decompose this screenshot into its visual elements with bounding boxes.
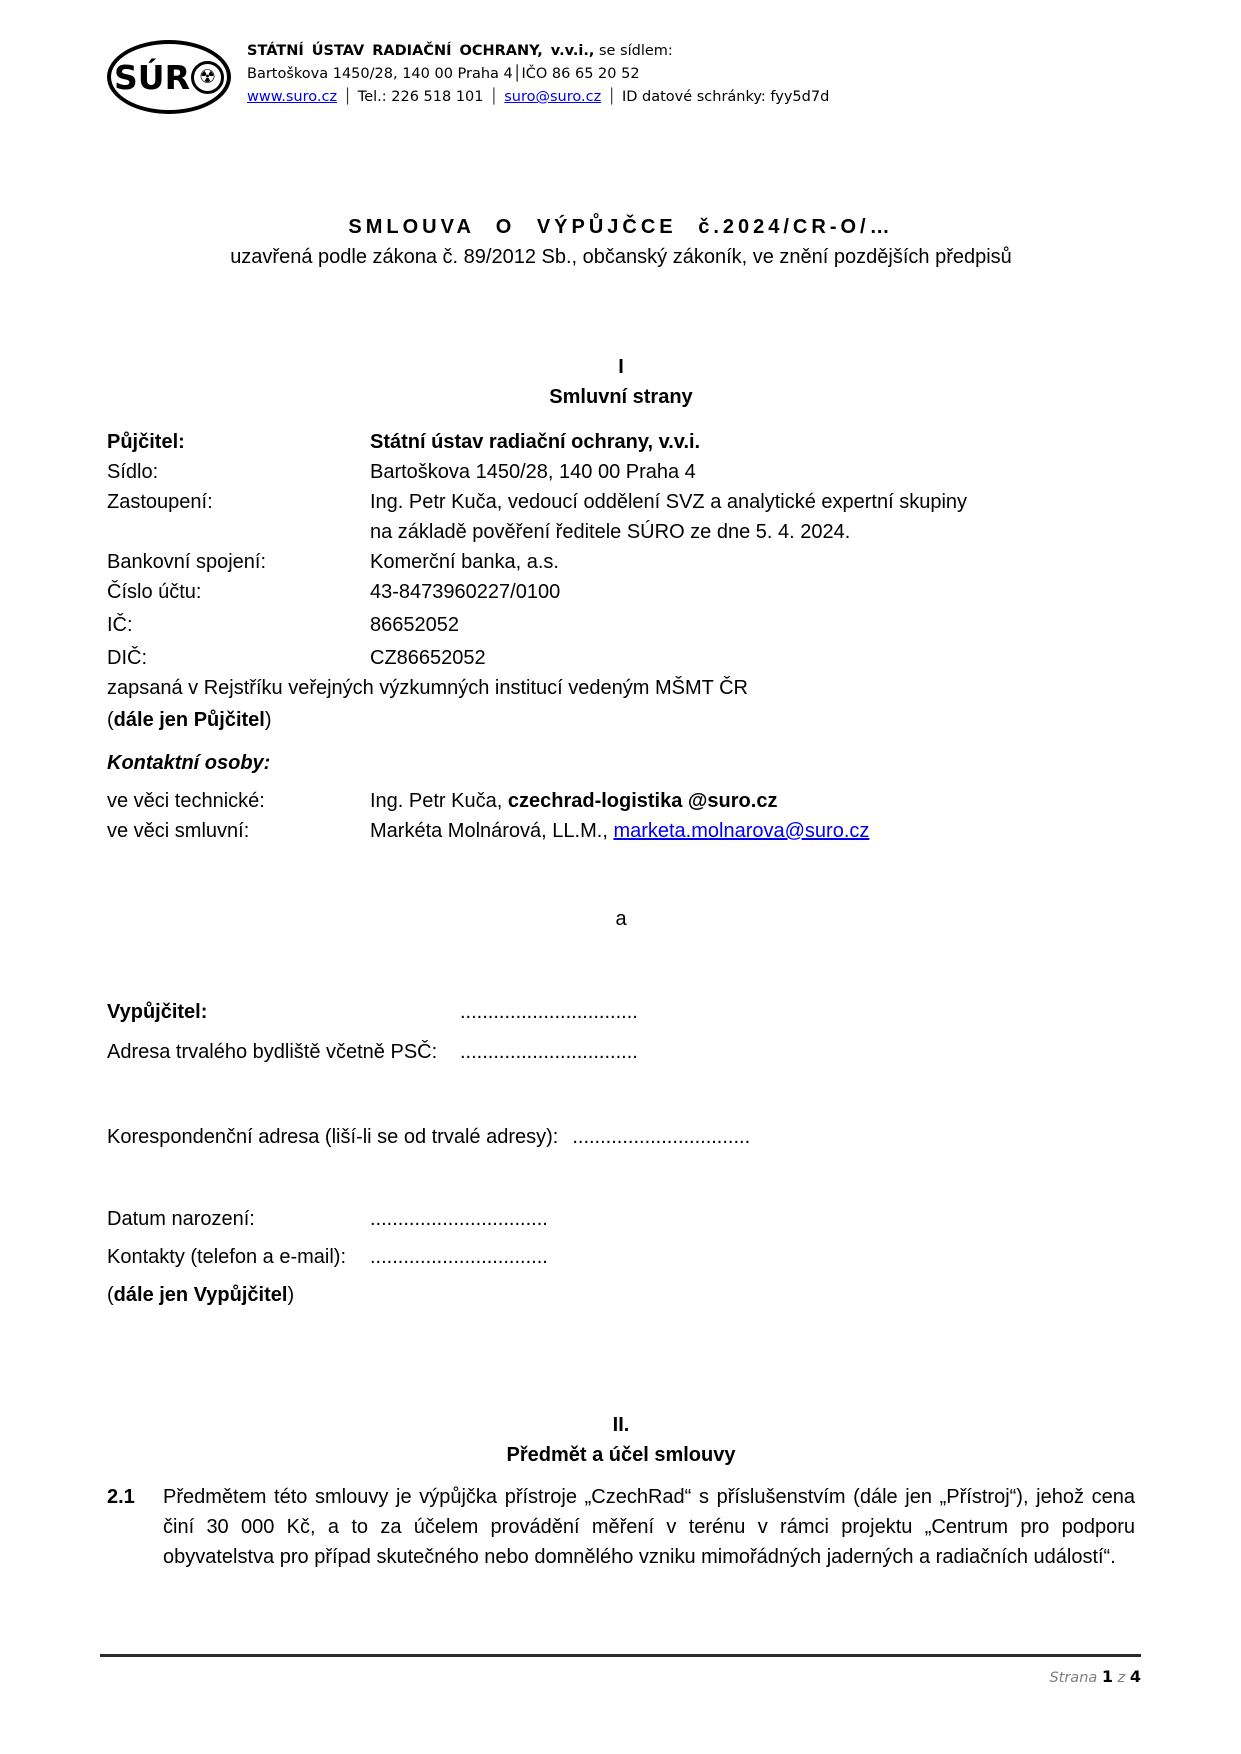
email-link[interactable]: suro@suro.cz: [504, 89, 602, 105]
field-value: 43-8473960227/0100: [370, 581, 561, 603]
contact-value: [370, 786, 1135, 816]
section2-heading: Předmět a účel smlouvy: [506, 1444, 736, 1466]
footer-of: z: [1117, 1670, 1126, 1686]
registry-note: zapsaná v Rejstříku veřejných výzkumných institucí vedeným MŠMT ČR: [107, 677, 748, 699]
field-row-lender: [107, 427, 1135, 457]
fill-in-dots: ................................: [572, 1126, 751, 1148]
borrower-block: [107, 997, 1135, 1310]
contact-label: ve věci smluvní:: [107, 820, 250, 842]
website-link[interactable]: www.suro.cz: [247, 89, 338, 105]
fill-in-dots: ................................: [460, 1041, 638, 1063]
footer-total-pages: 4: [1129, 1667, 1141, 1686]
section2-number: II.: [612, 1414, 630, 1436]
borrower-alias-text: dále jen Vypůjčitel: [113, 1284, 288, 1306]
borrower-birthdate-row: [107, 1204, 1135, 1234]
borrower-contacts-row: [107, 1242, 1135, 1272]
borrower-label: Vypůjčitel:: [107, 1001, 208, 1023]
borrower-name-row: [107, 997, 1135, 1027]
lender-fields: [107, 427, 1135, 735]
letterhead-text: [247, 40, 829, 109]
field-row-ic: [107, 610, 1135, 640]
clause-number: 2.1: [107, 1486, 135, 1508]
paren-close: ): [287, 1284, 295, 1306]
field-row-account: [107, 577, 1135, 607]
field-label: Bankovní spojení:: [107, 551, 266, 573]
fill-in-dots: ................................: [460, 1001, 638, 1023]
field-row-bank: [107, 547, 1135, 577]
radiation-icon: ☢: [191, 61, 224, 94]
borrower-mail-address-label: Korespondenční adresa (liší-li se od trvalé adresy):: [107, 1126, 559, 1148]
field-label: Číslo účtu:: [107, 581, 202, 603]
field-row-dic: [107, 643, 1135, 673]
suro-logo: [107, 40, 231, 114]
conjunction: a: [615, 908, 627, 930]
field-row-seat: [107, 457, 1135, 487]
contacts-block: [107, 786, 1135, 846]
lender-alias: [107, 705, 1135, 735]
field-label: DIČ:: [107, 647, 147, 669]
fill-in-dots: ................................: [370, 1208, 548, 1230]
contact-email-link[interactable]: marketa.molnarova@suro.cz: [613, 820, 870, 842]
logo-text: SÚR: [114, 57, 190, 97]
field-value: Komerční banka, a.s.: [370, 551, 559, 573]
paren-close: ): [264, 709, 272, 731]
field-label: Zastoupení:: [107, 491, 213, 513]
separator: │: [607, 89, 616, 105]
field-value: Státní ústav radiační ochrany, v.v.i.: [370, 431, 701, 453]
fill-in-dots: ................................: [370, 1246, 548, 1268]
paren-open: (: [107, 1284, 114, 1306]
section1-heading: Smluvní strany: [549, 386, 693, 408]
field-row-representation: [107, 487, 1135, 547]
databox-id: ID datové schránky: fyy5d7d: [621, 89, 830, 105]
separator: │: [343, 89, 352, 105]
document-subtitle: uzavřená podle zákona č. 89/2012 Sb., občanský zákoník, ve znění pozdějších předpisů: [230, 246, 1012, 268]
field-value: Bartoškova 1450/28, 140 00 Praha 4: [370, 461, 696, 483]
footer-page-number: 1: [1101, 1667, 1114, 1686]
org-address-line: Bartoškova 1450/28, 140 00 Praha 4│IČO 86 65 20 52: [247, 66, 640, 82]
separator: │: [489, 89, 499, 105]
org-contact-line: [247, 86, 829, 109]
contact-row-technical: [107, 786, 1135, 816]
contact-email: czechrad-logistika @suro.cz: [507, 790, 778, 812]
page-footer: [100, 1654, 1141, 1693]
clause-text: Předmětem této smlouvy je výpůjčka přístroje „CzechRad“ s příslušenstvím (dále jen „Přístroj“), jehož cena činí 30 000 Kč, a to za účelem provádění měření v terénu v rámci projektu „Centrum pro podporu obyvatelstva pro případ skutečného nebo domnělého vzniku mimořádných jaderných a radiačních událostí“.: [163, 1486, 1135, 1568]
contact-row-contractual: [107, 816, 1135, 846]
org-name-line: [247, 40, 829, 63]
representation-line1: Ing. Petr Kuča, vedoucí oddělení SVZ a analytické expertní skupiny: [370, 491, 968, 513]
field-label: Půjčitel:: [107, 431, 185, 453]
representation-line2: na základě pověření ředitele SÚRO ze dne 5. 4. 2024.: [370, 521, 851, 543]
lender-alias-text: dále jen Půjčitel: [113, 709, 265, 731]
contacts-heading: Kontaktní osoby:: [107, 752, 271, 774]
field-label: IČ:: [107, 614, 133, 636]
footer-label: Strana: [1049, 1670, 1098, 1686]
org-name-tail: se sídlem:: [594, 43, 673, 59]
borrower-birthdate-label: Datum narození:: [107, 1208, 255, 1230]
contact-name: Ing. Petr Kuča,: [370, 790, 508, 812]
clause-2-1: [107, 1482, 1135, 1572]
document-title: SMLOUVA O VÝPŮJČCE č.2024/CR-O/…: [348, 216, 894, 238]
field-value: 86652052: [370, 614, 459, 636]
borrower-alias: [107, 1280, 1135, 1310]
org-name: STÁTNÍ ÚSTAV RADIAČNÍ OCHRANY, v.v.i.,: [247, 43, 595, 59]
letterhead: [107, 40, 1135, 114]
borrower-contacts-label: Kontakty (telefon a e-mail):: [107, 1246, 346, 1268]
contact-value: [370, 816, 1135, 846]
borrower-mail-address-row: [107, 1122, 1135, 1152]
contact-label: ve věci technické:: [107, 790, 265, 812]
contact-name: Markéta Molnárová, LL.M.,: [370, 820, 614, 842]
field-value: CZ86652052: [370, 647, 486, 669]
borrower-address-row: [107, 1037, 1135, 1067]
phone-number: Tel.: 226 518 101: [357, 89, 484, 105]
paren-open: (: [107, 709, 114, 731]
borrower-address-label: Adresa trvalého bydliště včetně PSČ:: [107, 1041, 438, 1063]
field-label: Sídlo:: [107, 461, 159, 483]
section1-number: I: [618, 356, 624, 378]
field-value: [370, 487, 1135, 547]
